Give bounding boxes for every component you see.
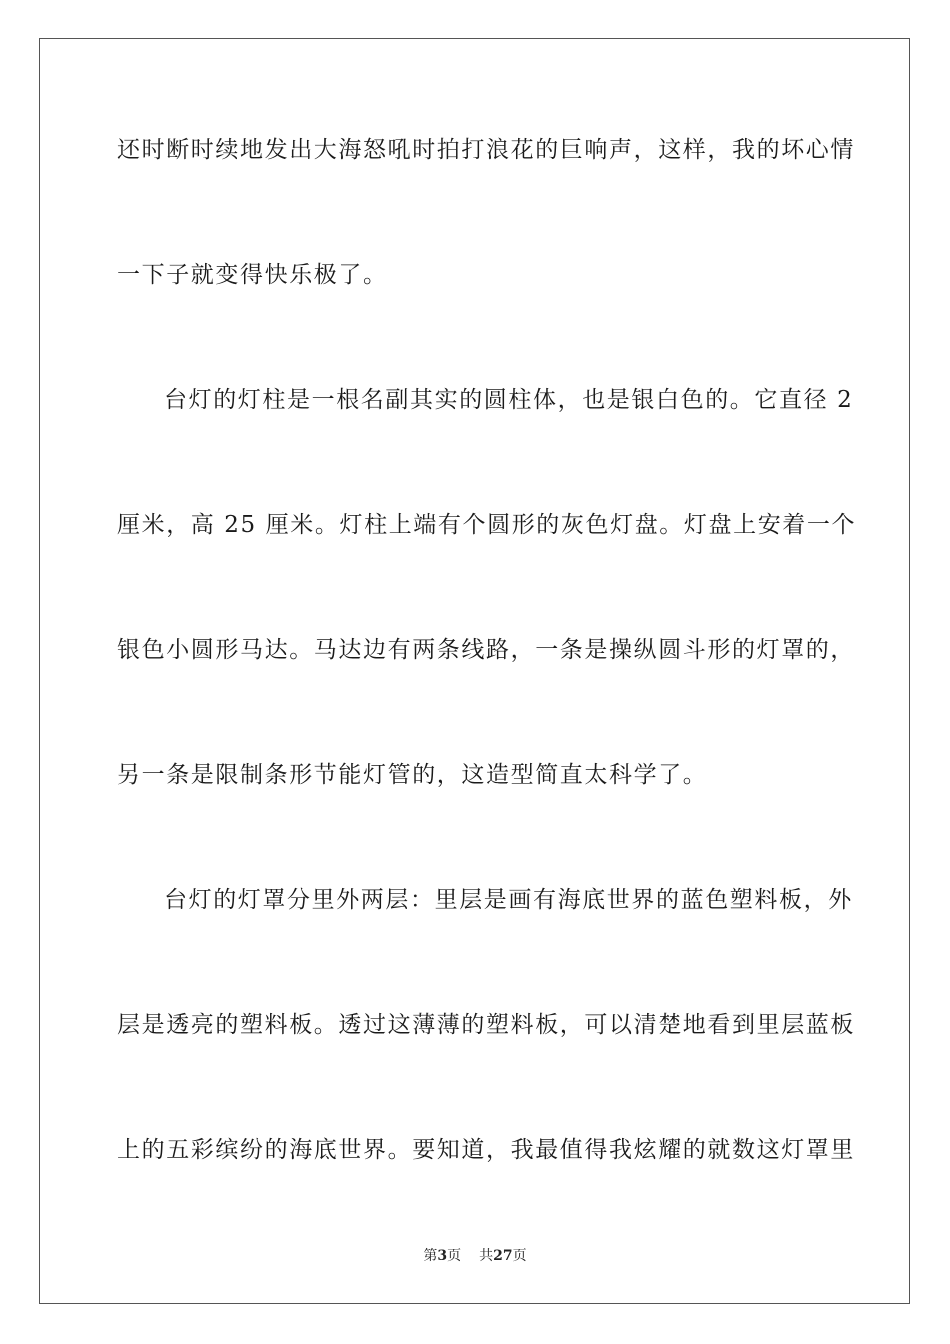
body-line-2: 一下子就变得快乐极了。 [117,262,388,288]
body-line-1: 还时断时续地发出大海怒吼时拍打浪花的巨响声，这样，我的坏心情 [117,137,855,163]
page-border [39,38,910,1304]
body-line-6: 另一条是限制条形节能灯管的，这造型简直太科学了。 [117,762,708,788]
body-line-7: 台灯的灯罩分里外两层：里层是画有海底世界的蓝色塑料板，外 [164,887,853,913]
body-line-5: 银色小圆形马达。马达边有两条线路，一条是操纵圆斗形的灯罩的， [117,637,855,663]
body-line-3: 台灯的灯柱是一根名副其实的圆柱体，也是银白色的。它直径 2 [164,387,854,413]
body-line-4: 厘米，高 25 厘米。灯柱上端有个圆形的灰色灯盘。灯盘上安着一个 [117,512,857,538]
body-line-8: 层是透亮的塑料板。透过这薄薄的塑料板，可以清楚地看到里层蓝板 [117,1012,855,1038]
footer-page-suffix: 页 [447,1248,462,1264]
footer-total-suffix: 页 [512,1248,527,1264]
current-page-number: 3 [437,1248,448,1264]
page-footer [0,1247,950,1265]
body-line-9: 上的五彩缤纷的海底世界。要知道，我最值得我炫耀的就数这灯罩里 [117,1137,855,1163]
footer-prefix: 第 [423,1248,438,1264]
footer-total-prefix: 共 [479,1248,494,1264]
total-pages-number: 27 [493,1248,513,1264]
